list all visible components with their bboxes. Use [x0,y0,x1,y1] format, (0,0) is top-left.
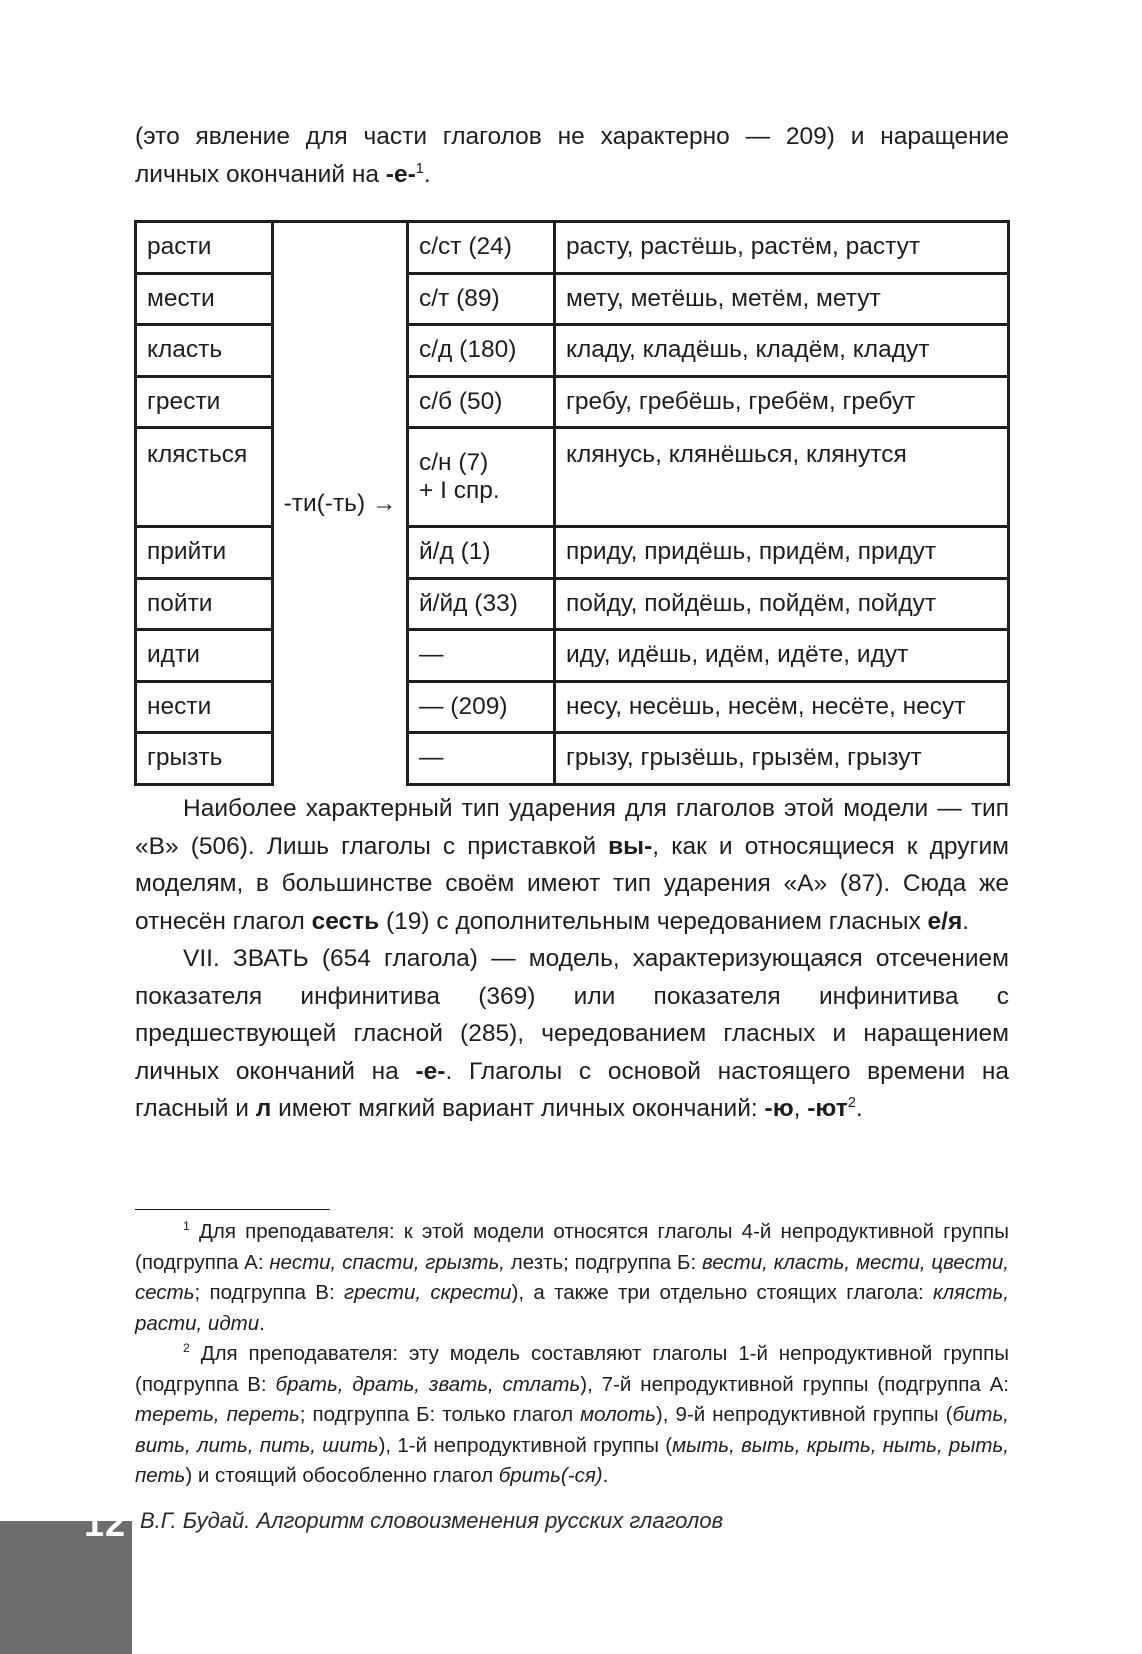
stress-paragraph: Наиболее характерный тип ударения для глаголов этой модели — тип «В» (506). Лишь глаголы с приставкой вы-, как и относящиеся к другим моделям, в большинстве своём имеют тип ударения «А» (87). Сюда же отнесён глагол сесть (19) с дополнительным чередованием гласных е/я. [135,795,1009,935]
forms-cell: несу, несёшь, несём, несёте, несут [555,681,1009,733]
verb-cell: пойти [136,578,273,630]
page-number: 12 [84,1503,127,1544]
alternation-cell: с/ст (24) [408,222,555,274]
table-row [136,325,1009,377]
alternation-cell: с/б (50) [408,376,555,428]
footnote-2: $^2$ Для преподавателя: эту модель составляют глаголы 1-й непродуктивной группы (подгруппа В: брать, драть, звать, стлать), 7-й непродуктивной группы (подгруппа А: тереть, переть; подгруппа Б: только глагол молоть), 9-й непродуктивной группы (бить, вить, лить, пить, шить), 1-й непродуктивной группы (мыть, выть, крыть, ныть, рыть, петь) и стоящий обособленно глагол брить(-ся). [135,1341,1010,1487]
footnote-divider [135,1209,330,1210]
forms-cell: расту, растёшь, растём, растут [555,222,1009,274]
verb-cell: идти [136,630,273,682]
verb-cell: клясться [136,428,273,527]
infinitive-suffix-cell: -ти(-ть) → [273,222,408,785]
verb-cell: прийти [136,527,273,579]
forms-cell: грызу, грызёшь, грызём, грызут [555,733,1009,785]
running-title: В.Г. Будай. Алгоритм словоизменения русских глаголов [140,1508,724,1533]
forms-cell: кладу, кладёшь, кладём, кладут [555,325,1009,377]
verb-cell: грести [136,376,273,428]
alternation-cell: с/д (180) [408,325,555,377]
model-vii-paragraph: VII. ЗВАТЬ (654 глагола) — модель, характеризующаяся отсечением показателя инфинитива (369) или показателя инфинитива с предшествующей гласной (285), чередованием гласных и наращением личных окончаний на -е-. Глаголы с основой настоящего времени на гласный и л имеют мягкий вариант личных окончаний: -ю, $-ют^2$. [135,945,1009,1122]
verb-cell: нести [136,681,273,733]
table-row [136,630,1009,682]
table-row [136,222,1009,274]
footnote-ref-2[interactable]: 2 [847,1094,856,1111]
table-row [136,428,1009,527]
verb-cell: класть [136,325,273,377]
alternation-cell: — (209) [408,681,555,733]
intro-text: (это явление для части глаголов не характерно — 209) и наращение личных окончаний на -е-$^1$. [135,123,1009,188]
forms-cell: приду, придёшь, придём, придут [555,527,1009,579]
footnote-1: $^1$ Для преподавателя: к этой модели относятся глаголы 4-й непродуктивной группы (подгруппа А: нести, спасти, грызть, лезть; подгруппа Б: вести, класть, мести, цвести, сесть; подгруппа В: грести, скрести), а также три отдельно стоящих глагола: клясть, расти, идти. [135,1219,1010,1335]
alternation-cell: — [408,733,555,785]
forms-cell: мету, метёшь, метём, метут [555,273,1009,325]
verb-alternation-table [134,220,1010,786]
table-row [136,578,1009,630]
body-text [135,790,1009,1128]
table-row [136,733,1009,785]
table-row [136,527,1009,579]
alternation-cell: й/д (1) [408,527,555,579]
table-row [136,273,1009,325]
forms-cell: пойду, пойдёшь, пойдём, пойдут [555,578,1009,630]
intro-paragraph [135,118,1009,193]
footnote-ref-1[interactable]: 1 [415,160,424,177]
forms-cell: клянусь, клянёшься, клянутся [555,428,1009,527]
ending-e: -е- [385,160,416,188]
table-row [136,376,1009,428]
table-row [136,681,1009,733]
verb-cell: мести [136,273,273,325]
alternation-cell: й/йд (33) [408,578,555,630]
forms-cell: гребу, гребёшь, гребём, гребут [555,376,1009,428]
alternation-cell: с/н (7) + I спр. [408,428,555,527]
footnotes [135,1217,1009,1492]
alternation-cell: — [408,630,555,682]
verb-cell: расти [136,222,273,274]
forms-cell: иду, идёшь, идём, идёте, идут [555,630,1009,682]
verb-cell: грызть [136,733,273,785]
alternation-cell: с/т (89) [408,273,555,325]
